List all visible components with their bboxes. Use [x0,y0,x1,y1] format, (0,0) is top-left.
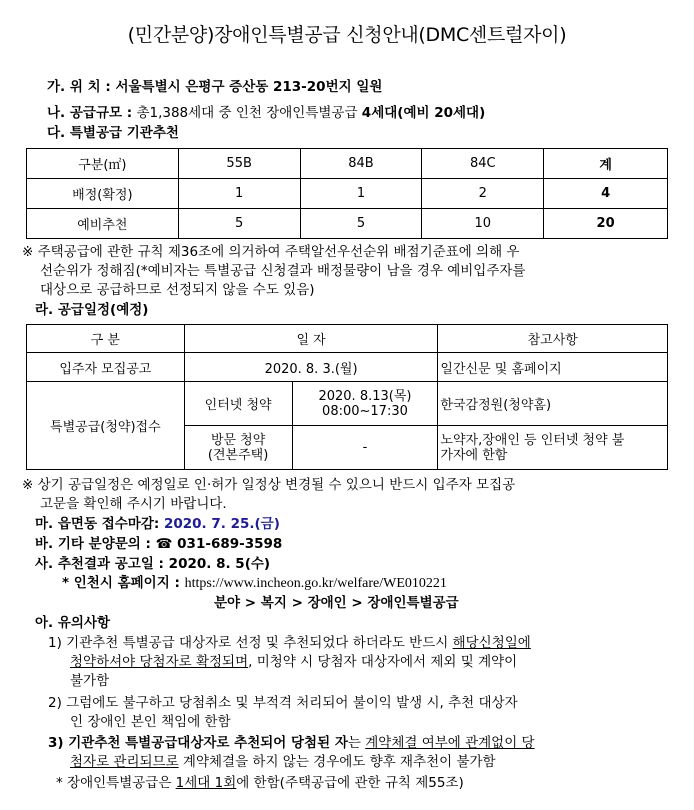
table-header-cell: 일 자 [184,325,438,353]
table-cell [292,382,438,426]
table-cell: 특별공급(청약)접수 [27,382,185,470]
section-supply-value: 총1,388세대 중 인천 장애인특별공급 [136,105,358,121]
notice-text: 에 한함(주택공급에 관한 규칙 제55조) [236,775,464,791]
section-inquiry-label: 바. 기타 분양문의 : [35,536,151,552]
table-cell: 5 [178,209,300,239]
table-cell: - [292,426,438,470]
website-label: * 인천시 홈페이지 : [62,575,180,591]
notice-underline: 계약체결 여부에 관계없이 당 [365,735,535,751]
section-inquiry [35,535,282,553]
visit-method-sub: (견본주택) [207,447,269,463]
section-supply-scale [47,104,485,122]
table-header-cell: 55B [178,149,300,179]
table-header-cell: 84C [422,149,544,179]
notice-3-line-2 [70,753,496,771]
section-supply-bold-value: 4세대(예비 20세대) [361,105,486,121]
section-agency-recommend: 다. 특별공급 기관추천 [47,125,179,141]
table-row [27,209,668,239]
table-cell: 1 [300,179,422,209]
table-cell: 2 [422,179,544,209]
section-schedule: 라. 공급일정(예정) [35,302,149,318]
section-deadline [35,515,280,533]
table-row [27,382,668,426]
table-row [27,353,668,382]
notice-text: 1) 기관추천 특별공급 대상자로 선정 및 추천되었다 하더라도 반드시 [48,635,453,651]
section-inquiry-value: 031-689-3598 [177,536,283,552]
table-header-cell: 참고사항 [438,325,668,353]
notice-3-line-1 [48,734,535,752]
table-header-cell: 구 분 [27,325,185,353]
table-cell: 2020. 8. 3.(월) [184,353,438,382]
table-cell: 10 [422,209,544,239]
section-location [47,78,382,96]
notice-2-line-2: 인 장애인 본인 책임에 한함 [70,714,231,730]
website-url[interactable]: https://www.incheon.go.kr/welfare/WE010221 [184,576,447,591]
internet-date: 2020. 8.13(목) [318,388,412,404]
note-rule-line-2: 선순위가 정해짐(*예비자는 특별공급 신청결과 배정물량이 남을 경우 예비입주자를 [40,263,526,279]
section-deadline-label: 마. 읍면동 접수마감: [35,516,160,532]
section-result-date [35,555,270,573]
table-header-cell: 계 [544,149,668,179]
website-line [62,574,447,593]
table-cell: 입주자 모집공고 [27,353,185,382]
section-notices: 아. 유의사항 [35,615,111,631]
table-header-cell: 84B [300,149,422,179]
notice-underline: 첨자로 관리되므로 [70,754,179,770]
visit-ref-line-1: 노약자,장애인 등 인터넷 청약 불 [440,432,625,448]
notice-underline: 1세대 1회 [175,775,237,791]
table-cell: 4 [544,179,668,209]
note-schedule-line-1: ※ 상기 공급일정은 예정일로 인·허가 일정상 변경될 수 있으니 반드시 입주자 모집공 [22,477,516,493]
table-cell: 1 [178,179,300,209]
phone-icon: ☎ [155,536,173,552]
notice-text: 계약체결을 하지 않는 경우에도 향후 재추천이 불가함 [178,754,496,770]
section-result-label: 사. 추천결과 공고일 : [35,556,164,572]
table-cell: 20 [544,209,668,239]
page-title: (민간분양)장애인특별공급 신청안내(DMC센트럴자이) [127,24,567,46]
table-header-row [27,325,668,353]
notice-1-line-3: 불가함 [70,673,110,689]
section-location-label: 가. 위 치 : [47,79,111,95]
notice-text: 는 [347,735,366,751]
website-path: 분야 > 복지 > 장애인 > 장애인특별공급 [214,595,459,611]
note-rule-line-1: ※ 주택공급에 관한 규칙 제36조에 의거하여 주택알선우선순위 배점기준표에 의해 우 [22,244,520,260]
note-schedule-line-2: 고문을 확인해 주시기 바랍니다. [40,496,227,512]
table-cell: 한국감정원(청약홈) [438,382,668,426]
table-cell [184,426,292,470]
schedule-table [26,324,668,470]
section-result-value: 2020. 8. 5(수) [168,556,271,572]
notice-underline: 해당신청일에 [452,635,531,651]
table-cell: 인터넷 청약 [184,382,292,426]
table-cell: 5 [300,209,422,239]
section-location-value: 서울특별시 은평구 증산동 213-20번지 일원 [115,79,383,95]
table-header-cell: 구분(㎡) [27,149,179,179]
visit-ref-line-2: 가자에 한함 [440,447,508,463]
allocation-table [26,148,668,239]
notice-2-line-1: 2) 그럼에도 불구하고 당첨취소 및 부적격 처리되어 불이익 발생 시, 추천 대상자 [48,695,518,711]
notice-1-line-1 [48,634,531,652]
notice-4 [56,774,464,792]
note-rule-line-3: 대상으로 공급하므로 선정되지 않을 수도 있음) [40,282,315,298]
visit-method: 방문 청약 [210,432,266,448]
table-row [27,179,668,209]
table-cell: 배정(확정) [27,179,179,209]
section-deadline-value: 2020. 7. 25.(금) [163,516,280,532]
table-cell [438,426,668,470]
notice-underline: 청약하셔야 당첨자로 확정되며 [70,654,249,670]
notice-text: , 미청약 시 당첨자 대상자에서 제외 및 계약이 [248,654,518,670]
internet-time: 08:00~17:30 [322,403,408,419]
notice-text: * 장애인특별공급은 [56,775,176,791]
section-supply-label: 나. 공급규모 : [47,105,133,121]
table-header-row [27,149,668,179]
notice-1-line-2 [70,653,517,671]
table-cell: 일간신문 및 홈페이지 [438,353,668,382]
notice-bold: 3) 기관추천 특별공급대상자로 추천되어 당첨된 자 [48,735,348,751]
table-cell: 예비추천 [27,209,179,239]
